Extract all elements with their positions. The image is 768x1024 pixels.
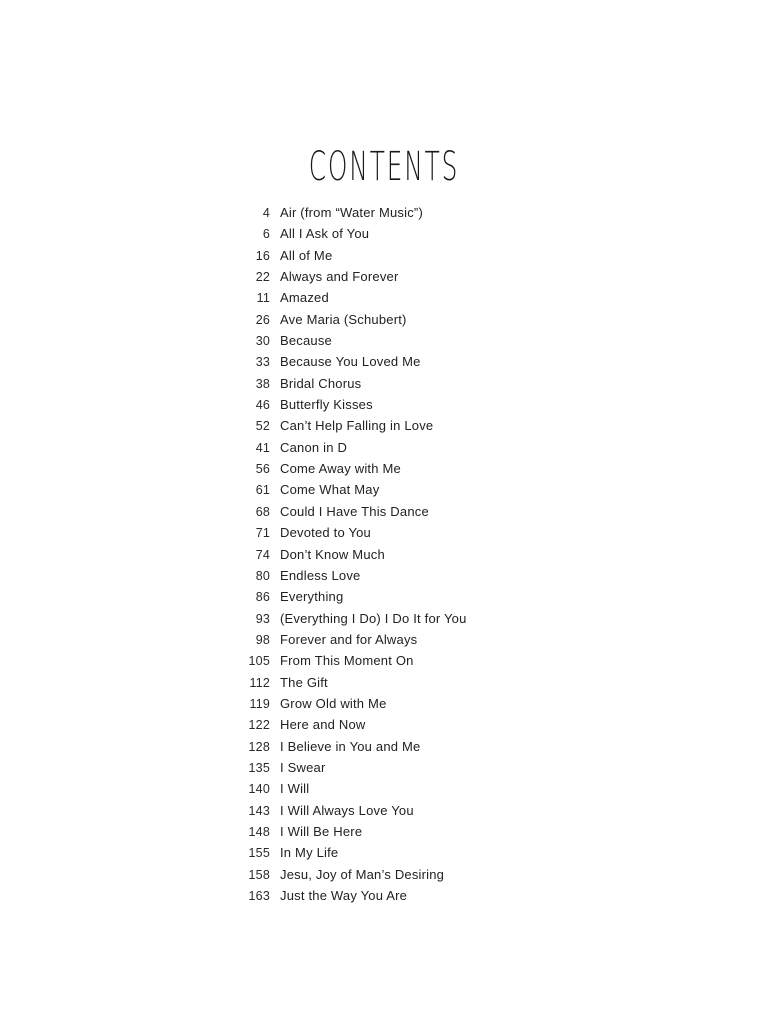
song-title: Jesu, Joy of Man’s Desiring [280, 866, 445, 882]
toc-entry [240, 202, 640, 223]
song-title: Ave Maria (Schubert) [280, 311, 407, 327]
song-title: I Will Be Here [280, 823, 363, 839]
toc-entry [240, 885, 640, 906]
song-title: Because You Loved Me [280, 354, 421, 370]
toc-entry [240, 415, 640, 436]
toc-entry [240, 842, 640, 863]
page-number: 119 [249, 696, 270, 711]
page-number: 71 [255, 526, 270, 541]
page-number: 68 [255, 504, 270, 519]
song-title: The Gift [280, 674, 328, 690]
song-title: Grow Old with Me [280, 695, 387, 711]
song-title: I Will Always Love You [280, 802, 414, 818]
song-title: Can’t Help Falling in Love [280, 418, 434, 434]
song-title: I Swear [280, 759, 326, 775]
song-title: Could I Have This Dance [280, 503, 429, 519]
page-number: 38 [255, 376, 270, 391]
song-title: Here and Now [280, 717, 366, 733]
page-number: 163 [248, 889, 270, 903]
toc-entry [240, 650, 640, 671]
page-number: 86 [255, 590, 270, 605]
page-number: 30 [255, 334, 270, 349]
toc-entry [240, 736, 640, 757]
toc-entry [240, 800, 640, 821]
page-number: 22 [255, 270, 270, 285]
song-title: Don’t Know Much [280, 546, 385, 562]
toc-entry [240, 778, 640, 799]
page-number: 148 [248, 824, 270, 839]
toc-entry [240, 373, 640, 394]
page-number: 140 [248, 782, 270, 797]
song-title: (Everything I Do) I Do It for You [280, 610, 467, 626]
song-title: Amazed [280, 290, 329, 306]
toc-entry [240, 394, 640, 415]
song-title: Endless Love [280, 567, 361, 583]
page-number: 6 [262, 227, 270, 242]
toc-entry [240, 287, 640, 308]
toc-entry [240, 757, 640, 778]
toc-entry [240, 544, 640, 565]
page-number: 16 [255, 248, 270, 263]
toc-entry [240, 672, 640, 693]
toc-entry [240, 693, 640, 714]
song-title: Air (from “Water Music”) [280, 205, 423, 220]
song-title: Always and Forever [280, 269, 399, 285]
page-number: 105 [248, 654, 270, 669]
song-title: All I Ask of You [280, 226, 370, 242]
toc-entry [240, 223, 640, 244]
page-number: 46 [255, 398, 270, 413]
toc-entry [240, 330, 640, 351]
song-title: Because [280, 333, 332, 349]
toc-entry [240, 608, 640, 629]
page-number: 158 [248, 867, 270, 882]
page-number: 41 [255, 440, 270, 455]
song-title: Forever and for Always [280, 631, 418, 647]
toc-entry [240, 565, 640, 586]
page-number: 135 [248, 760, 270, 775]
toc-entry [240, 479, 640, 500]
song-title: Everything [280, 589, 344, 605]
page-number: 74 [255, 547, 270, 562]
song-title: I Will [280, 781, 310, 797]
song-title: All of Me [280, 247, 333, 263]
page-number: 26 [255, 312, 270, 327]
song-title: I Believe in You and Me [280, 738, 421, 754]
toc-entry [240, 522, 640, 543]
toc-entry [240, 586, 640, 607]
page-number: 155 [248, 846, 270, 861]
page-number: 52 [255, 419, 270, 434]
song-title: Canon in D [280, 439, 348, 455]
toc-entry [240, 458, 640, 479]
page-number: 4 [262, 206, 270, 220]
page-number: 143 [248, 803, 270, 818]
toc-entry [240, 864, 640, 885]
toc-entry [240, 714, 640, 735]
toc-entry [240, 437, 640, 458]
page-number: 33 [255, 355, 270, 370]
toc-entry [240, 245, 640, 266]
toc-entry [240, 309, 640, 330]
song-title: Come What May [280, 482, 380, 498]
toc-entry [240, 351, 640, 372]
page-number: 98 [255, 632, 270, 647]
toc-entry [240, 266, 640, 287]
toc-entry [240, 501, 640, 522]
song-title: Bridal Chorus [280, 375, 362, 391]
page-number: 61 [255, 483, 270, 498]
page-number: 122 [248, 718, 270, 733]
page-number: 112 [249, 675, 270, 690]
page-number: 128 [248, 739, 270, 754]
page-number: 56 [255, 462, 270, 477]
page-number: 80 [255, 568, 270, 583]
song-title: Butterfly Kisses [280, 397, 373, 413]
song-title: In My Life [280, 845, 339, 861]
toc-entry [240, 629, 640, 650]
song-title: Devoted to You [280, 525, 371, 541]
page-number: 11 [256, 291, 270, 306]
song-title: Come Away with Me [280, 461, 401, 477]
song-title: From This Moment On [280, 653, 414, 669]
toc-entry [240, 821, 640, 842]
table-of-contents [240, 202, 640, 906]
song-title: Just the Way You Are [280, 888, 408, 903]
page-title: CONTENTS [308, 143, 460, 190]
page-number: 93 [255, 611, 270, 626]
